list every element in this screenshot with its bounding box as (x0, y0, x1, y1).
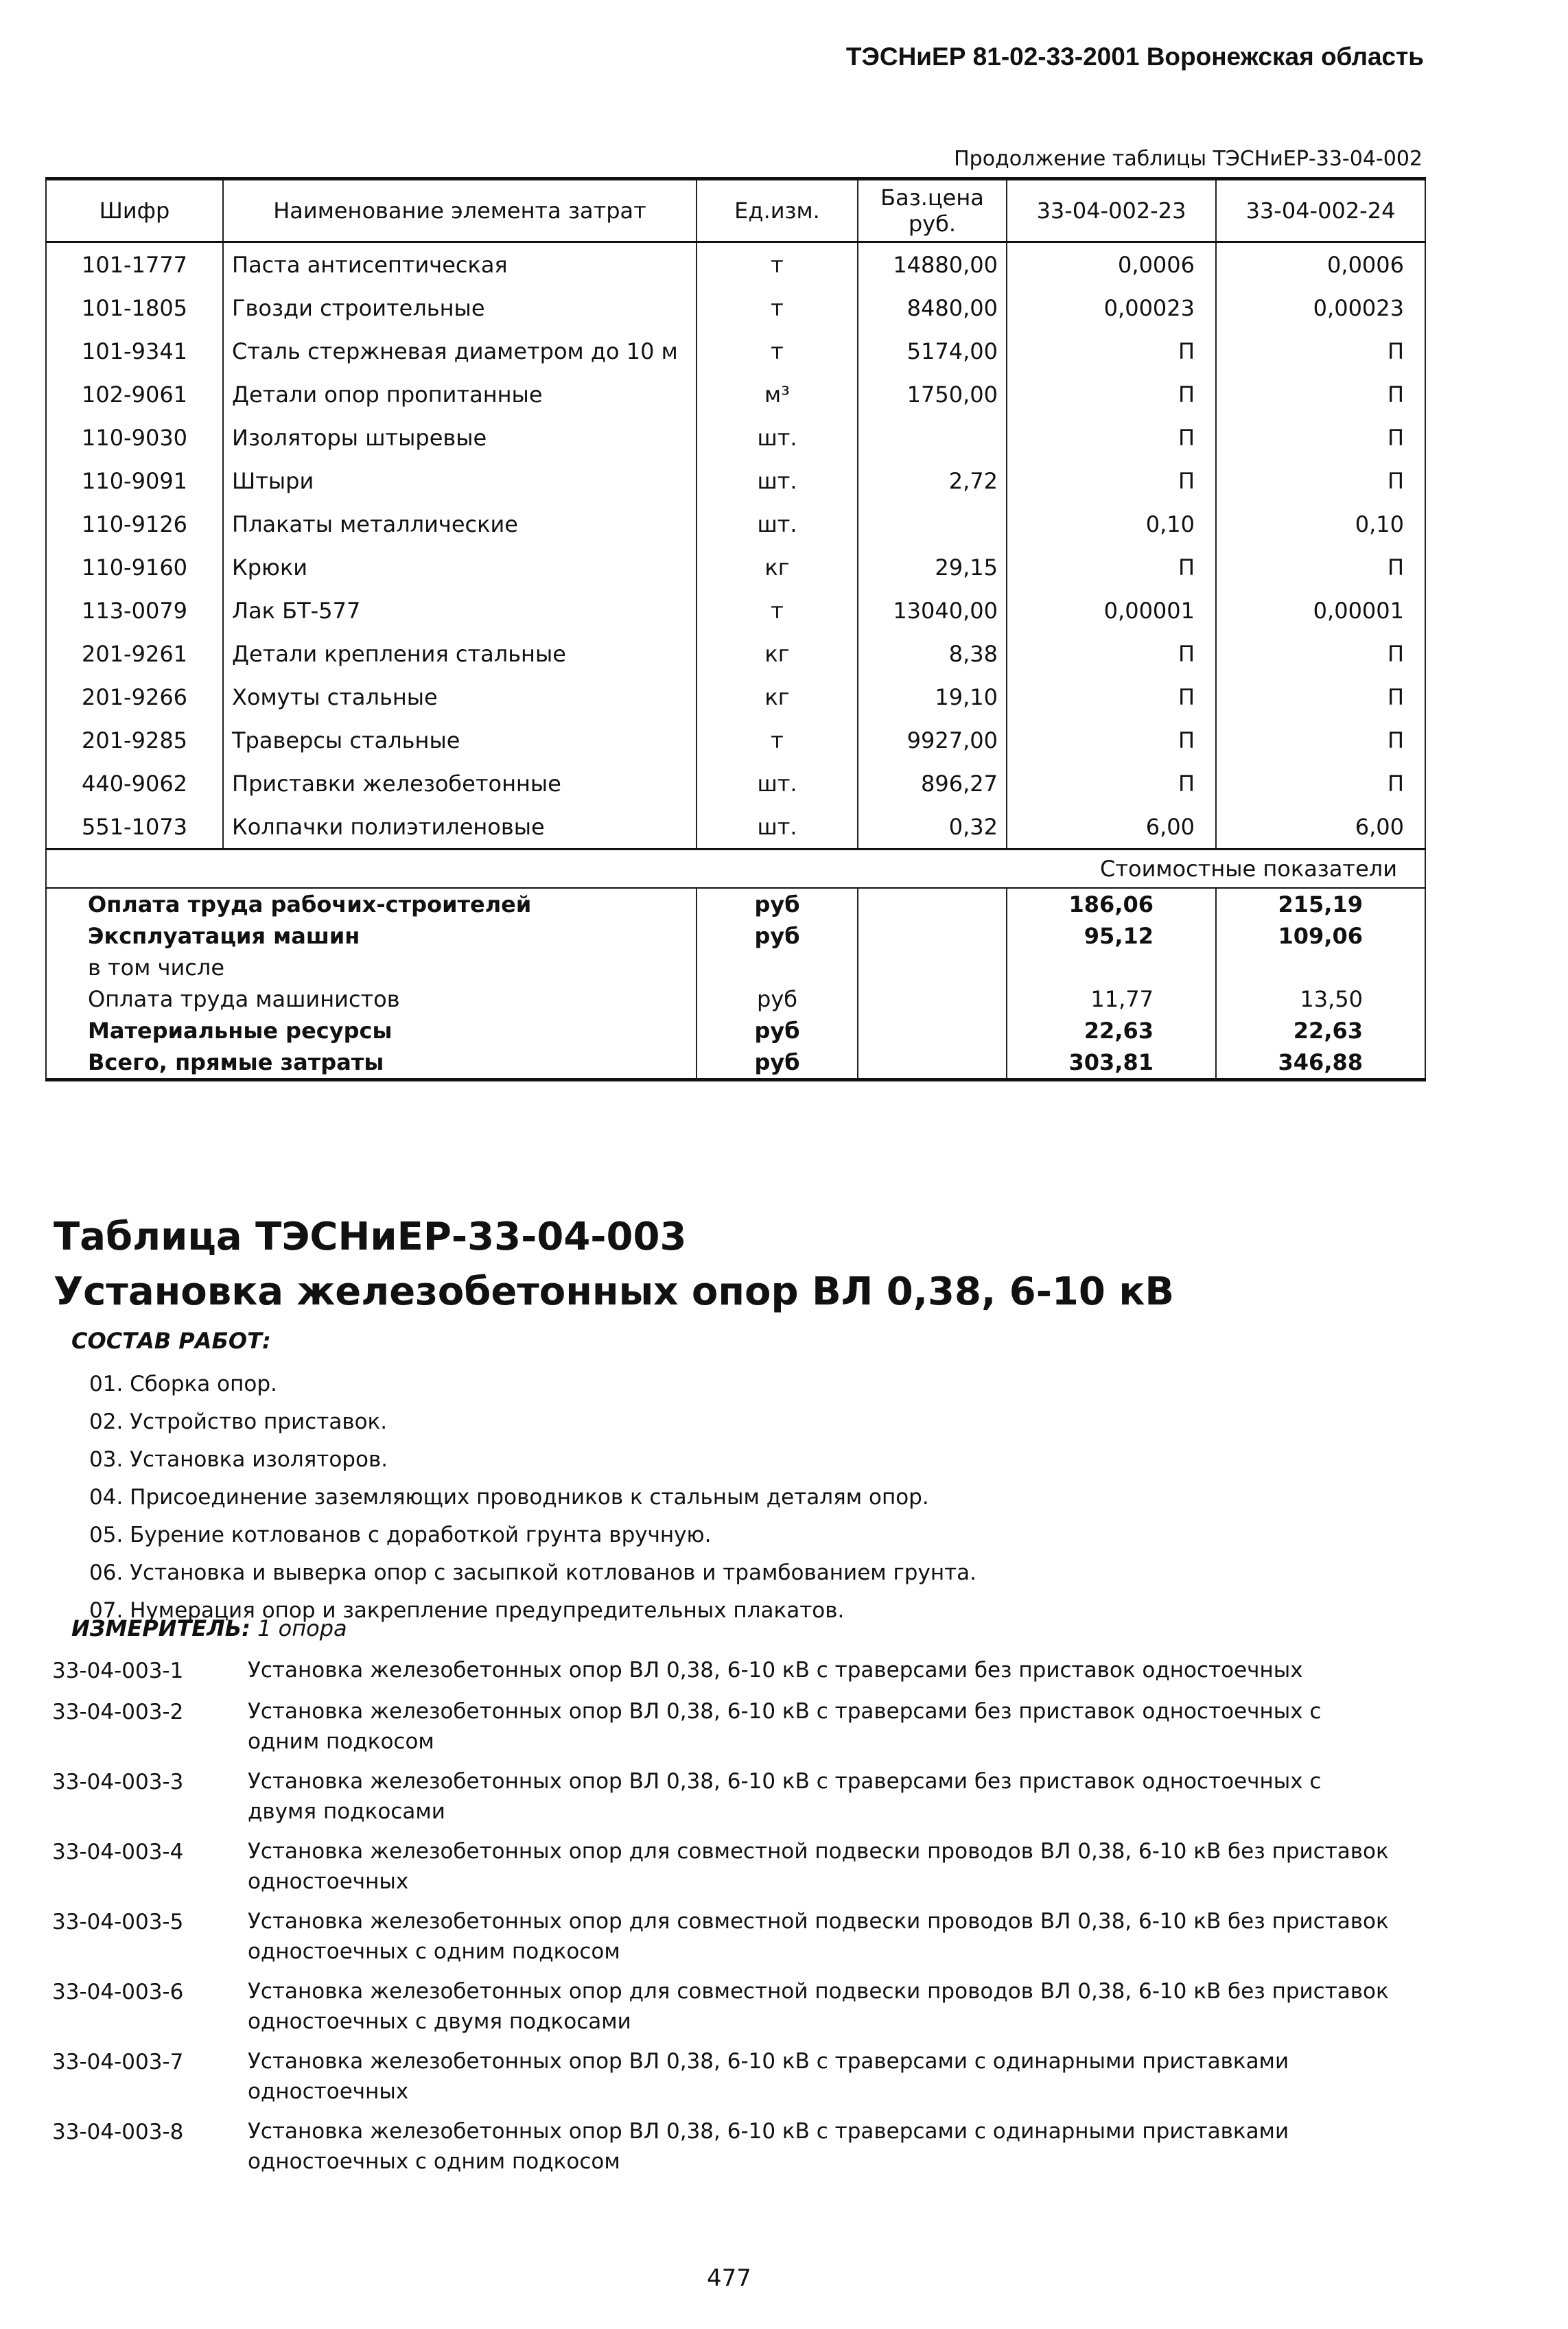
cell-code: 440-9062 (46, 762, 223, 805)
summary-unit: руб (697, 888, 858, 920)
cell-price: 896,27 (858, 762, 1007, 805)
norm-item (52, 1906, 1431, 1967)
summary-unit (697, 952, 858, 983)
cell-unit: т (697, 329, 858, 373)
cell-unit: шт. (697, 502, 858, 546)
norm-item (52, 1836, 1431, 1897)
summary-norm-23: 303,81 (1007, 1046, 1216, 1080)
cell-name: Крюки (223, 546, 697, 589)
table-body (46, 242, 1425, 850)
table-row (46, 373, 1425, 416)
norm-description: Установка железобетонных опор ВЛ 0,38, 6-10 кВ с траверсами без приставок одностоечных с одним подкосом (248, 1699, 1322, 1754)
cell-price: 2,72 (858, 459, 1007, 502)
summary-norm-24: 109,06 (1216, 920, 1425, 952)
cell-norm-24: П (1216, 762, 1425, 805)
cell-name: Изоляторы штыревые (223, 416, 697, 459)
cell-code: 101-9341 (46, 329, 223, 373)
norm-item (52, 2046, 1431, 2107)
table-row (46, 546, 1425, 589)
cell-code: 201-9266 (46, 675, 223, 718)
summary-unit: руб (697, 1015, 858, 1046)
summary-norm-24 (1216, 952, 1425, 983)
table-row (46, 762, 1425, 805)
summary-name: Оплата труда рабочих-строителей (46, 888, 697, 920)
norm-code: 33-04-003-2 (52, 1700, 184, 1724)
norm-item (52, 1655, 1431, 1687)
cell-norm-23: 0,00023 (1007, 286, 1216, 329)
table-row (46, 286, 1425, 329)
cell-norm-24: 0,00023 (1216, 286, 1425, 329)
cell-unit: шт. (697, 416, 858, 459)
summary-norm-23 (1007, 952, 1216, 983)
norm-description: Установка железобетонных опор для совместной подвески проводов ВЛ 0,38, 6-10 кВ без приставок одностоечных (248, 1839, 1389, 1894)
cell-norm-24: П (1216, 459, 1425, 502)
cell-norm-24: 6,00 (1216, 805, 1425, 850)
norm-code: 33-04-003-5 (52, 1910, 184, 1934)
cell-norm-23: 0,0006 (1007, 242, 1216, 287)
work-item: 01. Сборка опор. (89, 1372, 277, 1396)
summary-row (46, 983, 1425, 1015)
summary-name: в том числе (46, 952, 697, 983)
cell-norm-23: 6,00 (1007, 805, 1216, 850)
cell-norm-23: П (1007, 459, 1216, 502)
norm-description: Установка железобетонных опор для совместной подвески проводов ВЛ 0,38, 6-10 кВ без приставок одностоечных с одним подкосом (248, 1909, 1389, 1964)
summary-price (858, 983, 1007, 1015)
resource-table (45, 177, 1426, 1081)
table-row (46, 502, 1425, 546)
cell-code: 102-9061 (46, 373, 223, 416)
cell-name: Штыри (223, 459, 697, 502)
cell-price: 0,32 (858, 805, 1007, 850)
table-row (46, 416, 1425, 459)
table-row (46, 805, 1425, 850)
cell-norm-23: 0,10 (1007, 502, 1216, 546)
summary-body (46, 850, 1425, 1080)
cell-unit: кг (697, 675, 858, 718)
cell-norm-23: П (1007, 762, 1216, 805)
summary-price (858, 1015, 1007, 1046)
cell-price: 29,15 (858, 546, 1007, 589)
cell-unit: шт. (697, 805, 858, 850)
table-row (46, 329, 1425, 373)
norm-item (52, 1976, 1431, 2037)
column-header-unit: Ед.изм. (697, 179, 858, 242)
table-header-row (46, 179, 1425, 242)
cell-unit: шт. (697, 459, 858, 502)
cell-norm-23: П (1007, 373, 1216, 416)
norm-items-list (52, 1655, 1431, 2186)
cell-price: 14880,00 (858, 242, 1007, 287)
cell-price: 19,10 (858, 675, 1007, 718)
cell-code: 110-9160 (46, 546, 223, 589)
cell-unit: шт. (697, 762, 858, 805)
cell-price: 9927,00 (858, 718, 1007, 762)
cell-code: 201-9285 (46, 718, 223, 762)
cell-price (858, 502, 1007, 546)
norm-description: Установка железобетонных опор для совместной подвески проводов ВЛ 0,38, 6-10 кВ без приставок одностоечных с двумя подкосами (248, 1979, 1389, 2034)
cell-norm-24: П (1216, 718, 1425, 762)
cell-norm-23: П (1007, 416, 1216, 459)
cell-norm-24: П (1216, 373, 1425, 416)
cell-code: 113-0079 (46, 589, 223, 632)
summary-name: Материальные ресурсы (46, 1015, 697, 1046)
column-header-code: Шифр (46, 179, 223, 242)
table-continuation-caption: Продолжение таблицы ТЭСНиЕР-33-04-002 (954, 147, 1423, 171)
work-item: 05. Бурение котлованов с доработкой грунта вручную. (89, 1523, 712, 1547)
cell-unit: т (697, 242, 858, 287)
summary-unit: руб (697, 1046, 858, 1080)
norm-item (52, 1766, 1431, 1827)
cell-norm-23: П (1007, 329, 1216, 373)
cell-name: Колпачки полиэтиленовые (223, 805, 697, 850)
table-row (46, 632, 1425, 675)
section-subtitle: Установка железобетонных опор ВЛ 0,38, 6-10 кВ (54, 1269, 1175, 1314)
summary-row (46, 920, 1425, 952)
work-item: 04. Присоединение заземляющих проводников к стальным деталям опор. (89, 1485, 929, 1510)
measure-value: 1 опора (257, 1615, 347, 1641)
table-row (46, 718, 1425, 762)
cell-unit: т (697, 718, 858, 762)
summary-unit: руб (697, 983, 858, 1015)
works-list (89, 1366, 976, 1630)
cell-unit: м³ (697, 373, 858, 416)
table-row (46, 242, 1425, 287)
cell-norm-24: П (1216, 329, 1425, 373)
column-header-price: Баз.цена руб. (858, 179, 1007, 242)
cell-price: 8,38 (858, 632, 1007, 675)
summary-name: Оплата труда машинистов (46, 983, 697, 1015)
cell-norm-23: 0,00001 (1007, 589, 1216, 632)
summary-norm-24: 13,50 (1216, 983, 1425, 1015)
summary-norm-24: 346,88 (1216, 1046, 1425, 1080)
cell-name: Сталь стержневая диаметром до 10 м (223, 329, 697, 373)
norm-description: Установка железобетонных опор ВЛ 0,38, 6-10 кВ с траверсами без приставок одностоечных с двумя подкосами (248, 1769, 1322, 1824)
cell-unit: т (697, 286, 858, 329)
works-label: СОСТАВ РАБОТ: (71, 1328, 271, 1354)
cell-norm-24: 0,10 (1216, 502, 1425, 546)
work-item: 03. Установка изоляторов. (89, 1447, 388, 1472)
summary-norm-24: 22,63 (1216, 1015, 1425, 1046)
cell-norm-24: П (1216, 632, 1425, 675)
table-row (46, 675, 1425, 718)
norm-code: 33-04-003-1 (52, 1659, 184, 1683)
cell-code: 110-9091 (46, 459, 223, 502)
norm-description: Установка железобетонных опор ВЛ 0,38, 6-10 кВ с траверсами с одинарными приставками одностоечных с одним подкосом (248, 2119, 1289, 2174)
cell-norm-24: П (1216, 416, 1425, 459)
cell-unit: кг (697, 632, 858, 675)
cell-name: Гвозди строительные (223, 286, 697, 329)
table-row (46, 459, 1425, 502)
measure-label: ИЗМЕРИТЕЛЬ: (71, 1615, 250, 1641)
column-header-norm-24: 33-04-002-24 (1216, 179, 1425, 242)
summary-norm-23: 186,06 (1007, 888, 1216, 920)
column-header-norm-23: 33-04-002-23 (1007, 179, 1216, 242)
cell-norm-23: П (1007, 632, 1216, 675)
summary-name: Эксплуатация машин (46, 920, 697, 952)
cell-name: Хомуты стальные (223, 675, 697, 718)
running-title: ТЭСНиЕР 81-02-33-2001 Воронежская область (845, 43, 1424, 71)
summary-norm-23: 95,12 (1007, 920, 1216, 952)
cell-code: 101-1777 (46, 242, 223, 287)
cell-unit: кг (697, 546, 858, 589)
summary-price (858, 952, 1007, 983)
cell-code: 201-9261 (46, 632, 223, 675)
summary-unit: руб (697, 920, 858, 952)
summary-price (858, 920, 1007, 952)
summary-name: Всего, прямые затраты (46, 1046, 697, 1080)
summary-price (858, 888, 1007, 920)
cell-price: 5174,00 (858, 329, 1007, 373)
norm-description: Установка железобетонных опор ВЛ 0,38, 6-10 кВ с траверсами с одинарными приставками одностоечных (248, 2049, 1289, 2104)
work-item: 06. Установка и выверка опор с засыпкой котлованов и трамбованием грунта. (89, 1560, 976, 1585)
cell-price: 13040,00 (858, 589, 1007, 632)
cost-indicators-row (46, 850, 1425, 889)
summary-row (46, 1046, 1425, 1080)
cell-code: 101-1805 (46, 286, 223, 329)
summary-norm-23: 11,77 (1007, 983, 1216, 1015)
summary-norm-23: 22,63 (1007, 1015, 1216, 1046)
cell-price: 8480,00 (858, 286, 1007, 329)
cell-code: 110-9126 (46, 502, 223, 546)
cell-norm-24: 0,00001 (1216, 589, 1425, 632)
cell-norm-24: П (1216, 675, 1425, 718)
column-header-name: Наименование элемента затрат (223, 179, 697, 242)
norm-code: 33-04-003-7 (52, 2050, 184, 2074)
cell-norm-23: П (1007, 675, 1216, 718)
norm-code: 33-04-003-6 (52, 1980, 184, 2004)
cell-price: 1750,00 (858, 373, 1007, 416)
cell-unit: т (697, 589, 858, 632)
cell-norm-24: П (1216, 546, 1425, 589)
summary-row (46, 952, 1425, 983)
cell-norm-23: П (1007, 718, 1216, 762)
norm-item (52, 1696, 1431, 1757)
norm-code: 33-04-003-8 (52, 2120, 184, 2144)
norm-code: 33-04-003-4 (52, 1840, 184, 1864)
cell-name: Паста антисептическая (223, 242, 697, 287)
table-row (46, 589, 1425, 632)
cell-name: Лак БТ-577 (223, 589, 697, 632)
section-title: Таблица ТЭСНиЕР-33-04-003 (54, 1215, 687, 1259)
summary-row (46, 1015, 1425, 1046)
cell-name: Детали крепления стальные (223, 632, 697, 675)
summary-norm-24: 215,19 (1216, 888, 1425, 920)
cell-name: Приставки железобетонные (223, 762, 697, 805)
cost-indicators-label: Стоимостные показатели (46, 850, 1425, 889)
summary-price (858, 1046, 1007, 1080)
cell-code: 110-9030 (46, 416, 223, 459)
cell-norm-24: 0,0006 (1216, 242, 1425, 287)
cell-price (858, 416, 1007, 459)
measure-line (71, 1615, 347, 1641)
cell-name: Детали опор пропитанные (223, 373, 697, 416)
cell-norm-23: П (1007, 546, 1216, 589)
cell-name: Траверсы стальные (223, 718, 697, 762)
norm-item (52, 2116, 1431, 2177)
summary-row (46, 888, 1425, 920)
cell-code: 551-1073 (46, 805, 223, 850)
norm-description: Установка железобетонных опор ВЛ 0,38, 6-10 кВ с траверсами без приставок одностоечных (248, 1658, 1303, 1683)
norm-code: 33-04-003-3 (52, 1770, 184, 1794)
work-item: 02. Устройство приставок. (89, 1409, 388, 1434)
page-number: 477 (707, 2264, 751, 2292)
work-item: 07. Нумерация опор и закрепление предупредительных плакатов. (89, 1598, 845, 1623)
cell-name: Плакаты металлические (223, 502, 697, 546)
